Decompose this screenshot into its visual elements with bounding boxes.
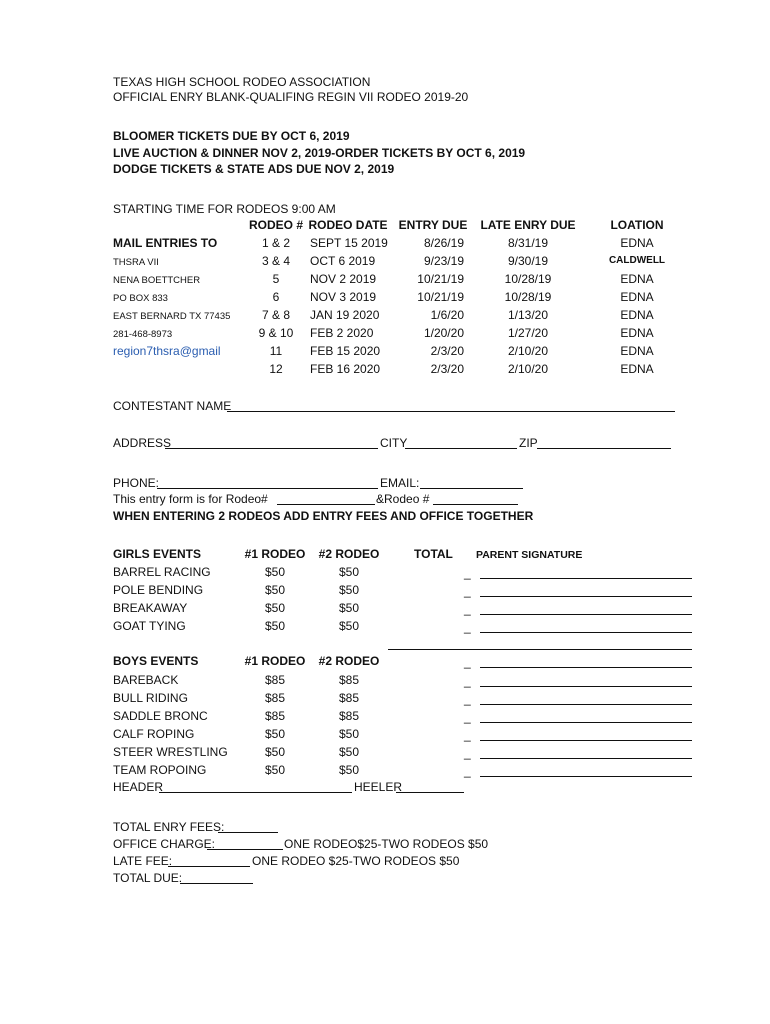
office-charge-field[interactable] [207,849,283,850]
schedule-cell-location: EDNA [620,344,654,358]
signature-line[interactable] [480,596,692,597]
mail-entries-label: MAIL ENTRIES TO [113,236,218,250]
schedule-cell-late-entry-due: 1/27/20 [507,326,549,340]
event-name: BREAKAWAY [113,601,188,615]
zip-field[interactable] [537,448,671,449]
event-fee-rodeo-1: $50 [264,565,286,579]
header-field[interactable] [159,792,352,793]
schedule-cell-entry-due: 2/3/20 [430,344,464,358]
late-fee-label: LATE FEE: [113,854,173,868]
office-charge-note: ONE RODEO$25-TWO RODEOS $50 [284,837,489,851]
total-blank[interactable]: _ [464,710,471,724]
total-heading: TOTAL [414,547,453,561]
signature-line[interactable] [480,578,692,579]
total-due-field[interactable] [180,883,253,884]
total-blank[interactable]: _ [464,764,471,778]
event-fee-rodeo-2: $50 [338,727,360,741]
schedule-cell-location: EDNA [620,308,654,322]
schedule-cell-late-entry-due: 9/30/19 [507,254,549,268]
total-blank[interactable]: _ [464,620,471,634]
event-fee-rodeo-2: $50 [338,583,360,597]
zip-label: ZIP [519,436,538,450]
divider-line [388,649,692,650]
contestant-name-label: CONTESTANT NAME [113,399,232,413]
contestant-name-field[interactable] [227,411,675,412]
signature-line[interactable] [480,632,692,633]
schedule-cell-entry-due: 2/3/20 [430,362,464,376]
event-fee-rodeo-2: $50 [338,565,360,579]
schedule-cell-rodeo-date: SEPT 15 2019 [310,236,388,250]
schedule-cell-rodeo-date: NOV 2 2019 [310,272,377,286]
schedule-cell-entry-due: 9/23/19 [423,254,464,268]
event-name: GOAT TYING [113,619,186,633]
starting-time: STARTING TIME FOR RODEOS 9:00 AM [113,202,336,216]
schedule-cell-entry-due: 8/26/19 [423,236,464,250]
event-fee-rodeo-2: $50 [338,745,360,759]
schedule-cell-rodeo-date: FEB 16 2020 [310,362,381,376]
event-fee-rodeo-1: $85 [264,691,286,705]
schedule-cell-entry-due: 1/6/20 [430,308,464,322]
event-fee-rodeo-1: $50 [264,727,286,741]
late-fee-note: ONE RODEO $25-TWO RODEOS $50 [252,854,460,868]
email-link[interactable]: region7thsra@gmail [113,344,221,358]
boys-events-heading: BOYS EVENTS [113,654,199,668]
girls-col-rodeo-2: #2 RODEO [318,547,380,561]
schedule-cell-location: EDNA [620,290,654,304]
schedule-cell-rodeo-number: 1 & 2 [261,236,291,250]
email-field[interactable] [420,488,523,489]
office-charge-label: OFFICE CHARGE: [113,837,216,851]
address-line: EAST BERNARD TX 77435 [113,311,231,322]
notice-bloomer: BLOOMER TICKETS DUE BY OCT 6, 2019 [113,129,350,143]
notice-dodge: DODGE TICKETS & STATE ADS DUE NOV 2, 2019 [113,162,395,176]
address-line: PO BOX 833 [113,293,168,304]
schedule-cell-rodeo-date: OCT 6 2019 [310,254,376,268]
signature-line[interactable] [480,758,692,759]
heeler-field[interactable] [396,792,464,793]
signature-line[interactable] [480,704,692,705]
schedule-cell-late-entry-due: 10/28/19 [504,272,552,286]
schedule-cell-late-entry-due: 8/31/19 [507,236,549,250]
schedule-cell-late-entry-due: 2/10/20 [507,362,549,376]
email-label: EMAIL: [380,476,420,490]
boys-col-rodeo-2: #2 RODEO [318,654,380,668]
total-blank[interactable]: _ [464,692,471,706]
schedule-cell-entry-due: 10/21/19 [417,290,464,304]
schedule-cell-rodeo-date: FEB 15 2020 [310,344,381,358]
schedule-cell-rodeo-number: 5 [272,272,280,286]
schedule-cell-rodeo-date: JAN 19 2020 [310,308,380,322]
schedule-cell-late-entry-due: 1/13/20 [507,308,549,322]
total-due-label: TOTAL DUE: [113,871,183,885]
schedule-cell-rodeo-number: 11 [269,344,283,358]
rodeo-number-2-field[interactable] [433,504,518,505]
event-fee-rodeo-1: $50 [264,745,286,759]
schedule-cell-late-entry-due: 2/10/20 [507,344,549,358]
total-blank[interactable]: _ [464,746,471,760]
form-title: OFFICIAL ENRY BLANK-QUALIFING REGIN VII RODEO 2019-20 [113,90,469,104]
association-title: TEXAS HIGH SCHOOL RODEO ASSOCIATION [113,75,371,89]
girls-col-rodeo-1: #1 RODEO [244,547,306,561]
event-name: SADDLE BRONC [113,709,208,723]
address-line: THSRA VII [113,257,159,268]
col-rodeo-date: RODEO DATE [308,218,388,232]
total-blank[interactable]: _ [464,674,471,688]
total-blank[interactable]: _ [464,584,471,598]
event-name: POLE BENDING [113,583,204,597]
event-fee-rodeo-2: $50 [338,619,360,633]
schedule-cell-location: EDNA [620,272,654,286]
schedule-cell-rodeo-number: 9 & 10 [258,326,294,340]
schedule-cell-rodeo-date: NOV 3 2019 [310,290,377,304]
event-name: BAREBACK [113,673,179,687]
schedule-cell-location: EDNA [620,236,654,250]
address-field[interactable] [165,448,378,449]
col-rodeo-number: RODEO # [248,218,303,232]
schedule-cell-entry-due: 10/21/19 [417,272,464,286]
event-fee-rodeo-1: $85 [264,709,286,723]
signature-line[interactable] [480,722,692,723]
event-fee-rodeo-2: $85 [338,709,360,723]
total-blank[interactable]: _ [464,602,471,616]
header-label: HEADER [113,780,164,794]
event-fee-rodeo-1: $50 [264,619,286,633]
boys-col-rodeo-1: #1 RODEO [244,654,306,668]
girls-events-heading: GIRLS EVENTS [113,547,202,561]
event-fee-rodeo-1: $85 [264,673,286,687]
schedule-cell-rodeo-date: FEB 2 2020 [310,326,374,340]
entry-for-label: This entry form is for Rodeo# [113,492,268,506]
address-line: NENA BOETTCHER [113,275,201,286]
total-entry-fees-label: TOTAL ENRY FEES: [113,820,225,834]
heeler-label: HEELER [354,780,403,794]
col-location: LOATION [610,218,664,232]
event-name: CALF ROPING [113,727,195,741]
signature-line[interactable] [480,614,692,615]
event-fee-rodeo-2: $85 [338,673,360,687]
schedule-cell-location: CALDWELL [608,255,666,266]
event-name: BULL RIDING [113,691,188,705]
total-blank[interactable]: _ [464,655,471,669]
city-label: CITY [380,436,408,450]
event-fee-rodeo-2: $85 [338,691,360,705]
event-name: STEER WRESTLING [113,745,228,759]
event-fee-rodeo-2: $50 [338,763,360,777]
total-blank[interactable]: _ [464,728,471,742]
signature-line[interactable] [480,667,692,668]
and-rodeo-label: &Rodeo # [376,492,430,506]
notice-auction: LIVE AUCTION & DINNER NOV 2, 2019-ORDER TICKETS BY OCT 6, 2019 [113,146,526,160]
address-label: ADDRESS [113,436,172,450]
event-name: BARREL RACING [113,565,211,579]
schedule-cell-rodeo-number: 12 [269,362,283,376]
signature-line[interactable] [480,776,692,777]
total-blank[interactable]: _ [464,566,471,580]
event-fee-rodeo-1: $50 [264,601,286,615]
signature-line[interactable] [480,686,692,687]
late-fee-field[interactable] [168,866,250,867]
schedule-cell-location: EDNA [620,326,654,340]
phone-field[interactable] [157,488,378,489]
two-rodeos-note: WHEN ENTERING 2 RODEOS ADD ENTRY FEES AND OFFICE TOGETHER [113,509,534,523]
col-entry-due: ENTRY DUE [398,218,468,232]
signature-line[interactable] [480,740,692,741]
col-late-entry-due: LATE ENRY DUE [480,218,576,232]
schedule-cell-late-entry-due: 10/28/19 [504,290,552,304]
schedule-cell-rodeo-number: 6 [272,290,280,304]
event-fee-rodeo-2: $50 [338,601,360,615]
phone-label: PHONE: [113,476,160,490]
rodeo-number-1-field[interactable] [277,504,375,505]
total-entry-fees-field[interactable] [218,832,278,833]
event-fee-rodeo-1: $50 [264,583,286,597]
schedule-cell-location: EDNA [620,362,654,376]
address-line: 281-468-8973 [113,329,173,340]
event-name: TEAM ROPOING [113,763,207,777]
event-fee-rodeo-1: $50 [264,763,286,777]
city-field[interactable] [405,448,517,449]
schedule-cell-rodeo-number: 3 & 4 [261,254,291,268]
schedule-cell-rodeo-number: 7 & 8 [261,308,291,322]
schedule-cell-entry-due: 1/20/20 [423,326,464,340]
parent-signature-heading: PARENT SIGNATURE [476,549,583,561]
